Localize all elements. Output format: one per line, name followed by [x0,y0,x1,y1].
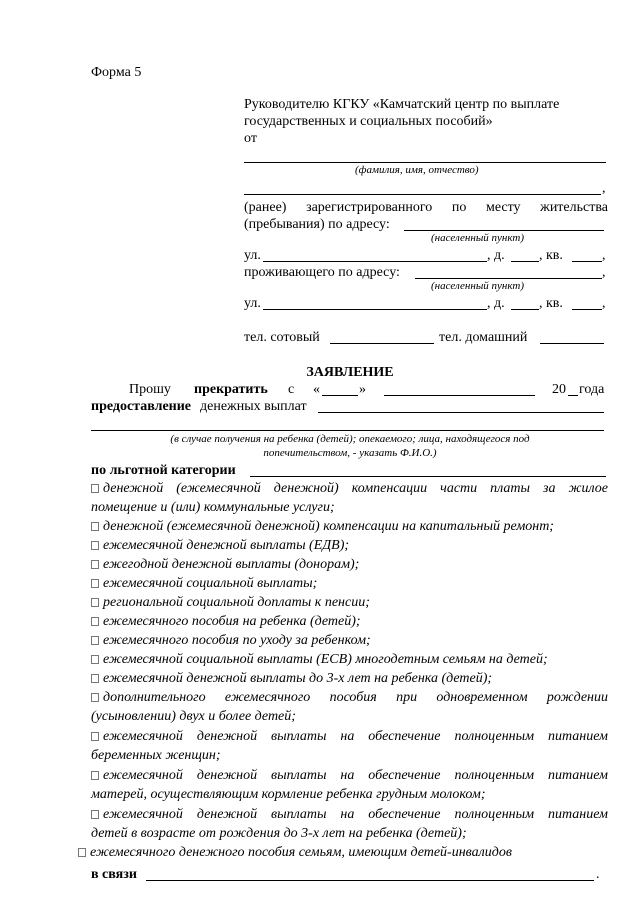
payments-label: денежных выплат [200,399,307,414]
checkbox-icon[interactable] [91,674,99,683]
registered-prefix: (ранее) [244,200,287,215]
option-item[interactable]: ежемесячной денежной выплаты на обеспечение полноценным питанием матерей, осуществляющим кормление ребенка грудным молоком; [91,768,608,802]
checkbox-icon[interactable] [91,598,99,607]
fio-line-2[interactable] [244,194,601,195]
street-field[interactable] [263,261,487,262]
settlement-caption: (населенный пункт) [431,280,524,292]
option-item[interactable]: ежемесячного пособия по уходу за ребенком; [91,631,608,650]
payments-field-2[interactable] [91,430,604,431]
open-quote: « [313,382,320,397]
option-line: помещение и (или) коммунальные услуги; [91,500,335,515]
settlement-caption: (населенный пункт) [431,232,524,244]
option-item[interactable]: ежемесячной социальной выплаты; [91,574,608,593]
category-label: по льготной категории [91,463,236,478]
request-from: с [288,382,295,397]
phone-mobile-field[interactable] [330,343,434,344]
payments-field[interactable] [318,412,604,413]
option-line: денежной (ежемесячной денежной) компенсации части платы за жилое [91,479,608,498]
option-item[interactable]: ежемесячной денежной выплаты (ЕДВ); [91,536,608,555]
comma: , [602,296,606,311]
option-item[interactable]: ежемесячной денежной выплаты на обеспечение полноценным питанием детей в возрасте от рождения до 3-х лет на ребенка (детей); [91,807,608,841]
checkbox-icon[interactable] [91,522,99,531]
street-field-2[interactable] [263,309,487,310]
option-item[interactable] [91,479,608,517]
addressee-line2: государственных и социальных пособий» [244,114,493,129]
registered-line2: (пребывания) по адресу: [244,217,390,232]
provision-label: предоставление [91,399,192,414]
option-item[interactable]: ежемесячного пособия на ребенка (детей); [91,612,608,631]
phone-home-label: тел. домашний [439,330,528,345]
request-stop: прекратить [194,382,268,397]
reason-field[interactable] [146,880,594,881]
category-field[interactable] [250,476,606,477]
comma: , [602,265,606,280]
registered-word: месту [485,200,521,215]
close-quote: » [359,382,366,397]
option-item[interactable]: ежемесячной денежной выплаты до 3-х лет на ребенка (детей); [91,669,608,688]
phone-mobile-label: тел. сотовый [244,330,320,345]
checkbox-icon[interactable] [91,617,99,626]
fio-line[interactable] [244,162,606,163]
phone-home-field[interactable] [540,343,604,344]
year-suffix: года [579,382,605,397]
month-field[interactable] [384,395,535,396]
addressee-line1: Руководителю КГКУ «Камчатский центр по выплате [244,97,560,112]
registered-word: зарегистрированного [306,200,433,215]
checkbox-icon[interactable] [91,541,99,550]
addressee-from: от [244,131,257,146]
note-line2: попечительством, - указать Ф.И.О.) [263,447,437,459]
note-line1: (в случае получения на ребенка (детей); опекаемого; лица, находящегося под [170,433,530,445]
street-label: ул. [244,296,261,311]
apt-field[interactable] [572,261,602,262]
option-item[interactable]: ежегодной денежной выплаты (донорам); [91,555,608,574]
checkbox-icon[interactable] [91,636,99,645]
apt-label: , кв. [539,296,563,311]
option-item[interactable]: региональной социальной доплаты к пенсии; [91,593,608,612]
page-title: ЗАЯВЛЕНИЕ [306,365,394,380]
house-field-2[interactable] [511,309,539,310]
checkbox-icon[interactable] [91,771,99,780]
checkbox-icon[interactable] [91,810,99,819]
option-item[interactable]: ежемесячной социальной выплаты (ЕСВ) многодетным семьям на детей; [91,650,608,669]
option-item[interactable]: ежемесячной денежной выплаты на обеспечение полноценным питанием беременных женщин; [91,729,608,763]
registered-word: по [451,200,467,215]
year-prefix: 20 [552,382,566,397]
form-label: Форма 5 [91,65,142,80]
living-address-field[interactable] [415,278,602,279]
end-dot: . [596,867,600,882]
house-label: , д. [487,296,505,311]
checkbox-icon[interactable] [91,560,99,569]
registered-line [244,199,608,216]
comma: , [602,248,606,263]
comma: , [602,181,606,196]
registered-word: жительства [540,200,608,215]
request-ask: Прошу [129,382,171,397]
checkbox-icon[interactable] [91,484,99,493]
house-label: , д. [487,248,505,263]
checkbox-icon[interactable] [91,655,99,664]
house-field[interactable] [511,261,539,262]
checkbox-icon[interactable] [78,848,86,857]
apt-field-2[interactable] [572,309,602,310]
living-label: проживающего по адресу: [244,265,400,280]
checkbox-icon[interactable] [91,693,99,702]
fio-caption: (фамилия, имя, отчество) [355,164,479,176]
option-item[interactable]: ежемесячного денежного пособия семьям, имеющим детей-инвалидов [78,843,608,862]
option-item[interactable]: дополнительного ежемесячного пособия при одновременном рождении (усыновлении) двух и более детей; [91,690,608,724]
registered-address-field[interactable] [404,230,604,231]
checkbox-icon[interactable] [91,579,99,588]
reason-label: в связи [91,867,137,882]
day-field[interactable] [322,395,358,396]
year-field[interactable] [568,395,578,396]
apt-label: , кв. [539,248,563,263]
checkbox-icon[interactable] [91,732,99,741]
street-label: ул. [244,248,261,263]
option-item[interactable]: денежной (ежемесячной денежной) компенсации на капитальный ремонт; [91,517,608,536]
